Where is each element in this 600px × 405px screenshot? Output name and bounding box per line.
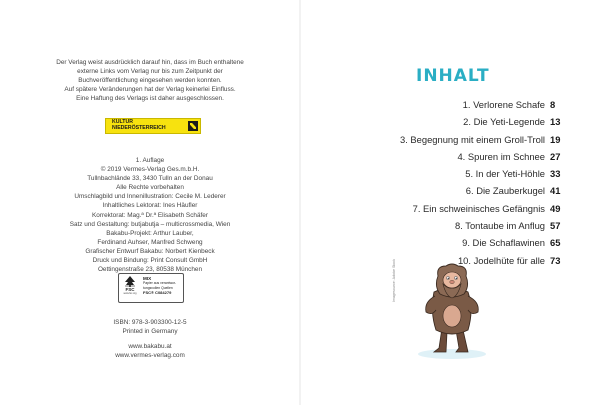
yeti-illustration-icon	[412, 262, 492, 362]
toc-entry	[300, 217, 572, 234]
disclaimer-line: Eine Haftung des Verlags ist daher ausgeschlossen.	[76, 95, 224, 102]
imprint-line: Oettingenstraße 23, 80538 München	[97, 266, 203, 274]
toc-entry	[300, 234, 572, 251]
chapter-page: 73	[550, 254, 561, 266]
fsc-mix: MIX	[143, 276, 152, 281]
chapter-title: 8. Tontaube im Anflug	[455, 220, 545, 232]
image-credit: Imagesource: Adobe Stock	[392, 259, 396, 302]
chapter-page: 19	[550, 133, 561, 145]
imprint-line: 1. Auflage	[135, 157, 165, 164]
chapter-page: 41	[550, 185, 561, 197]
toc-entry	[300, 113, 572, 130]
imprint-line: Bakabu-Projekt: Arthur Lauber,	[106, 229, 194, 237]
website-vermes: www.vermes-verlag.com	[115, 352, 185, 359]
disclaimer-line: Der Verlag weist ausdrücklich darauf hin, dass im Buch enthaltene	[56, 59, 244, 66]
chapter-page: 27	[550, 150, 561, 162]
website-links	[40, 342, 260, 360]
legal-disclaimer	[40, 58, 260, 103]
isbn-block	[40, 318, 260, 336]
n-logo-icon	[188, 121, 198, 131]
printed-in: Printed in Germany	[122, 328, 178, 335]
fsc-line: tungsvollen Quellen	[143, 285, 173, 290]
imprint-details	[40, 156, 260, 274]
chapter-title: 3. Begegnung mit einem Groll-Troll	[399, 133, 545, 145]
kultur-niederoesterreich-logo	[105, 118, 201, 134]
imprint-line: Satz und Gestaltung: butjabutja – multicrossmedia, Wien	[69, 220, 231, 228]
isbn-number: ISBN: 978-3-903300-12-5	[113, 319, 187, 326]
chapter-page: 57	[550, 220, 561, 232]
fsc-certification-logo	[118, 273, 184, 303]
imprint-line: Inhaltliches Lektorat: Ines Häufler	[102, 202, 198, 210]
chapter-page: 33	[550, 168, 561, 180]
fsc-url: www.fsc.org	[123, 292, 137, 295]
chapter-page: 13	[550, 116, 561, 128]
imprint-line: © 2019 Vermes-Verlag Ges.m.b.H.	[100, 166, 200, 174]
logo-line: NIEDERÖSTERREICH	[112, 125, 166, 131]
imprint-line: Grafischer Entwurf Bakabu: Norbert Kienbeck	[85, 247, 215, 255]
imprint-line: Umschlagbild und Innenillustration: Cecile M. Lederer	[74, 193, 226, 201]
fsc-label: FSC	[125, 287, 135, 292]
imprint-line: Korrektorat: Mag.ª Dr.ª Elisabeth Schäfer	[92, 211, 208, 219]
disclaimer-line: externe Links vom Verlag nur bis zum Zeitpunkt der	[77, 68, 223, 75]
chapter-page: 49	[550, 202, 561, 214]
table-of-contents	[300, 96, 572, 269]
chapter-page: 8	[550, 99, 556, 110]
chapter-title: 2. Die Yeti-Legende	[463, 116, 545, 128]
logo-text	[106, 120, 188, 131]
chapter-title: 4. Spuren im Schnee	[457, 150, 545, 162]
chapter-title: 7. Ein schweinisches Gefängnis	[412, 202, 545, 214]
chapter-title: 1. Verlorene Schafe	[462, 99, 545, 110]
website-bakabu: www.bakabu.at	[128, 343, 172, 350]
fsc-tree-mark	[119, 274, 141, 302]
fsc-info	[141, 274, 183, 302]
toc-entry	[300, 200, 572, 217]
toc-entry	[300, 182, 572, 199]
logo-line: KULTUR	[112, 119, 133, 126]
toc-entry	[300, 131, 572, 148]
imprint-line: Druck und Bindung: Print Consult GmbH	[92, 257, 208, 265]
fsc-tree-icon	[124, 276, 136, 287]
fsc-code: FSC® C084279	[143, 289, 172, 295]
chapter-title: 5. In der Yeti-Höhle	[465, 168, 545, 180]
imprint-line: Ferdinand Auhser, Manfred Schweng	[97, 238, 203, 246]
contents-title: INHALT	[416, 66, 490, 86]
chapter-title: 9. Die Schaflawinen	[462, 237, 545, 249]
imprint-line: Alle Rechte vorbehalten	[116, 184, 184, 192]
chapter-title: 10. Jodelhüte für alle	[457, 254, 545, 266]
toc-entry	[300, 96, 572, 113]
disclaimer-line: Auf spätere Veränderungen hat der Verlag keinerlei Einfluss.	[64, 86, 236, 93]
toc-entry	[300, 148, 572, 165]
toc-entry	[300, 165, 572, 182]
chapter-page: 65	[550, 237, 561, 249]
fsc-line: Papier aus verantwor-	[143, 281, 177, 286]
imprint-line: Tullnbachlände 33, 3430 Tulln an der Donau	[87, 175, 213, 183]
chapter-title: 6. Die Zauberkugel	[465, 185, 545, 197]
disclaimer-line: Buchveröffentlichung eingesehen werden konnten.	[78, 77, 222, 84]
